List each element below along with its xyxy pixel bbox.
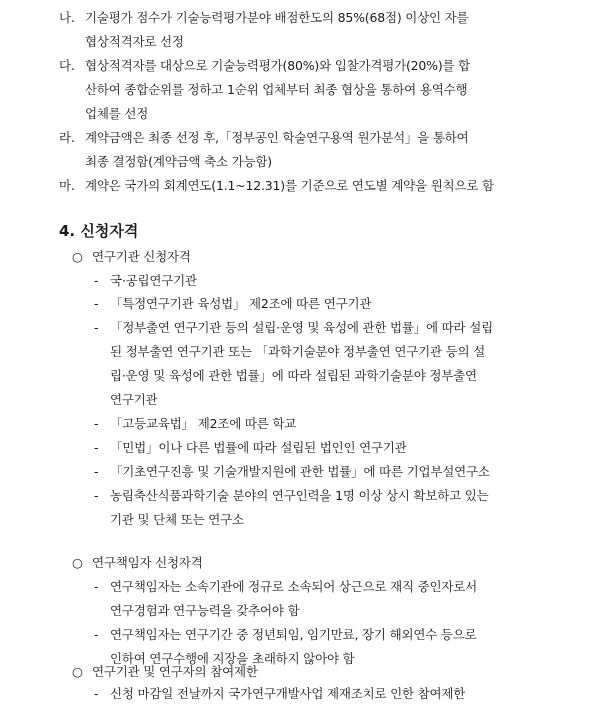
item-text: 「고등교육법」 제2조에 따른 학교 bbox=[110, 416, 297, 431]
item-text: 인하여 연구수행에 지장을 초래하지 않아야 함 bbox=[110, 651, 355, 666]
item-text: 협상적격자를 대상으로 기술능력평가(80%)와 입찰가격평가(20%)를 합 bbox=[85, 58, 471, 73]
item-text: 「특정연구기관 육성법」 제2조에 따른 연구기관 bbox=[110, 296, 372, 311]
item-text: 최종 결정함(계약금액 축소 가능함) bbox=[85, 154, 272, 169]
dash-marker: - bbox=[94, 627, 99, 642]
circle-bullet-icon: ○ bbox=[72, 249, 83, 264]
item-text: 된 정부출연 연구기관 또는 「과학기술분야 정부출연 연구기관 등의 설 bbox=[110, 344, 485, 359]
item-text: 「민법」이나 다른 법률에 따라 설립된 법인인 연구기관 bbox=[110, 440, 407, 455]
item-text: 기술평가 점수가 기술능력평가분야 배점한도의 85%(68점) 이상인 자를 bbox=[85, 10, 469, 25]
item-text: 연구책임자는 소속기관에 정규로 소속되어 상근으로 재직 중인자로서 bbox=[110, 579, 478, 594]
item-text: 「기초연구진흥 및 기술개발지원에 관한 법률」에 따른 기업부설연구소 bbox=[110, 464, 490, 479]
group-heading-text: 연구기관 신청자격 bbox=[92, 249, 191, 264]
item-marker: 나. bbox=[59, 10, 75, 25]
group-heading-text: 연구기관 및 연구자의 참여제한 bbox=[92, 664, 258, 679]
dash-marker: - bbox=[94, 488, 99, 503]
item-text: 협상적격자로 선정 bbox=[85, 34, 184, 49]
dash-marker: - bbox=[94, 296, 99, 311]
item-text: 「정부출연 연구기관 등의 설립·운영 및 육성에 관한 법률」에 따라 설립 bbox=[110, 320, 493, 335]
dash-marker: - bbox=[94, 440, 99, 455]
item-text: 국·공립연구기관 bbox=[110, 273, 197, 288]
item-text: 연구경험과 연구능력을 갖추어야 함 bbox=[110, 603, 300, 618]
dash-marker: - bbox=[94, 464, 99, 479]
item-text: 연구기관 bbox=[110, 392, 158, 407]
item-text: 계약금액은 최종 선정 후,「정부공인 학술연구용역 원가분석」을 통하여 bbox=[85, 130, 469, 145]
item-text: 농림축산식품과학기술 분야의 연구인력을 1명 이상 상시 확보하고 있는 bbox=[110, 488, 489, 503]
circle-bullet-icon: ○ bbox=[72, 555, 83, 570]
item-marker: 라. bbox=[59, 130, 75, 145]
circle-bullet-icon: ○ bbox=[72, 664, 83, 679]
item-text: 연구책임자는 연구기간 중 정년퇴임, 임기만료, 장기 해외연수 등으로 bbox=[110, 627, 477, 642]
item-text: 기관 및 단체 또는 연구소 bbox=[110, 512, 244, 527]
item-text: 신청 마감일 전날까지 국가연구개발사업 제재조치로 인한 참여제한 bbox=[110, 686, 466, 701]
item-text: 업체를 선정 bbox=[85, 106, 149, 121]
item-text: 산하여 종합순위를 정하고 1순위 업체부터 최종 협상을 통하여 용역수행 bbox=[85, 82, 468, 97]
item-text: 계약은 국가의 회계연도(1.1~12.31)를 기준으로 연도별 계약을 원칙으로 함 bbox=[85, 178, 494, 193]
item-text: 립·운영 및 육성에 관한 법률」에 따라 설립된 과학기술분야 정부출연 bbox=[110, 368, 477, 383]
section-title: 4. 신청자격 bbox=[59, 222, 139, 240]
dash-marker: - bbox=[94, 416, 99, 431]
dash-marker: - bbox=[94, 579, 99, 594]
dash-marker: - bbox=[94, 273, 99, 288]
item-marker: 마. bbox=[59, 178, 75, 193]
dash-marker: - bbox=[94, 686, 99, 701]
item-marker: 다. bbox=[59, 58, 75, 73]
dash-marker: - bbox=[94, 320, 99, 335]
group-heading-text: 연구책임자 신청자격 bbox=[92, 555, 203, 570]
